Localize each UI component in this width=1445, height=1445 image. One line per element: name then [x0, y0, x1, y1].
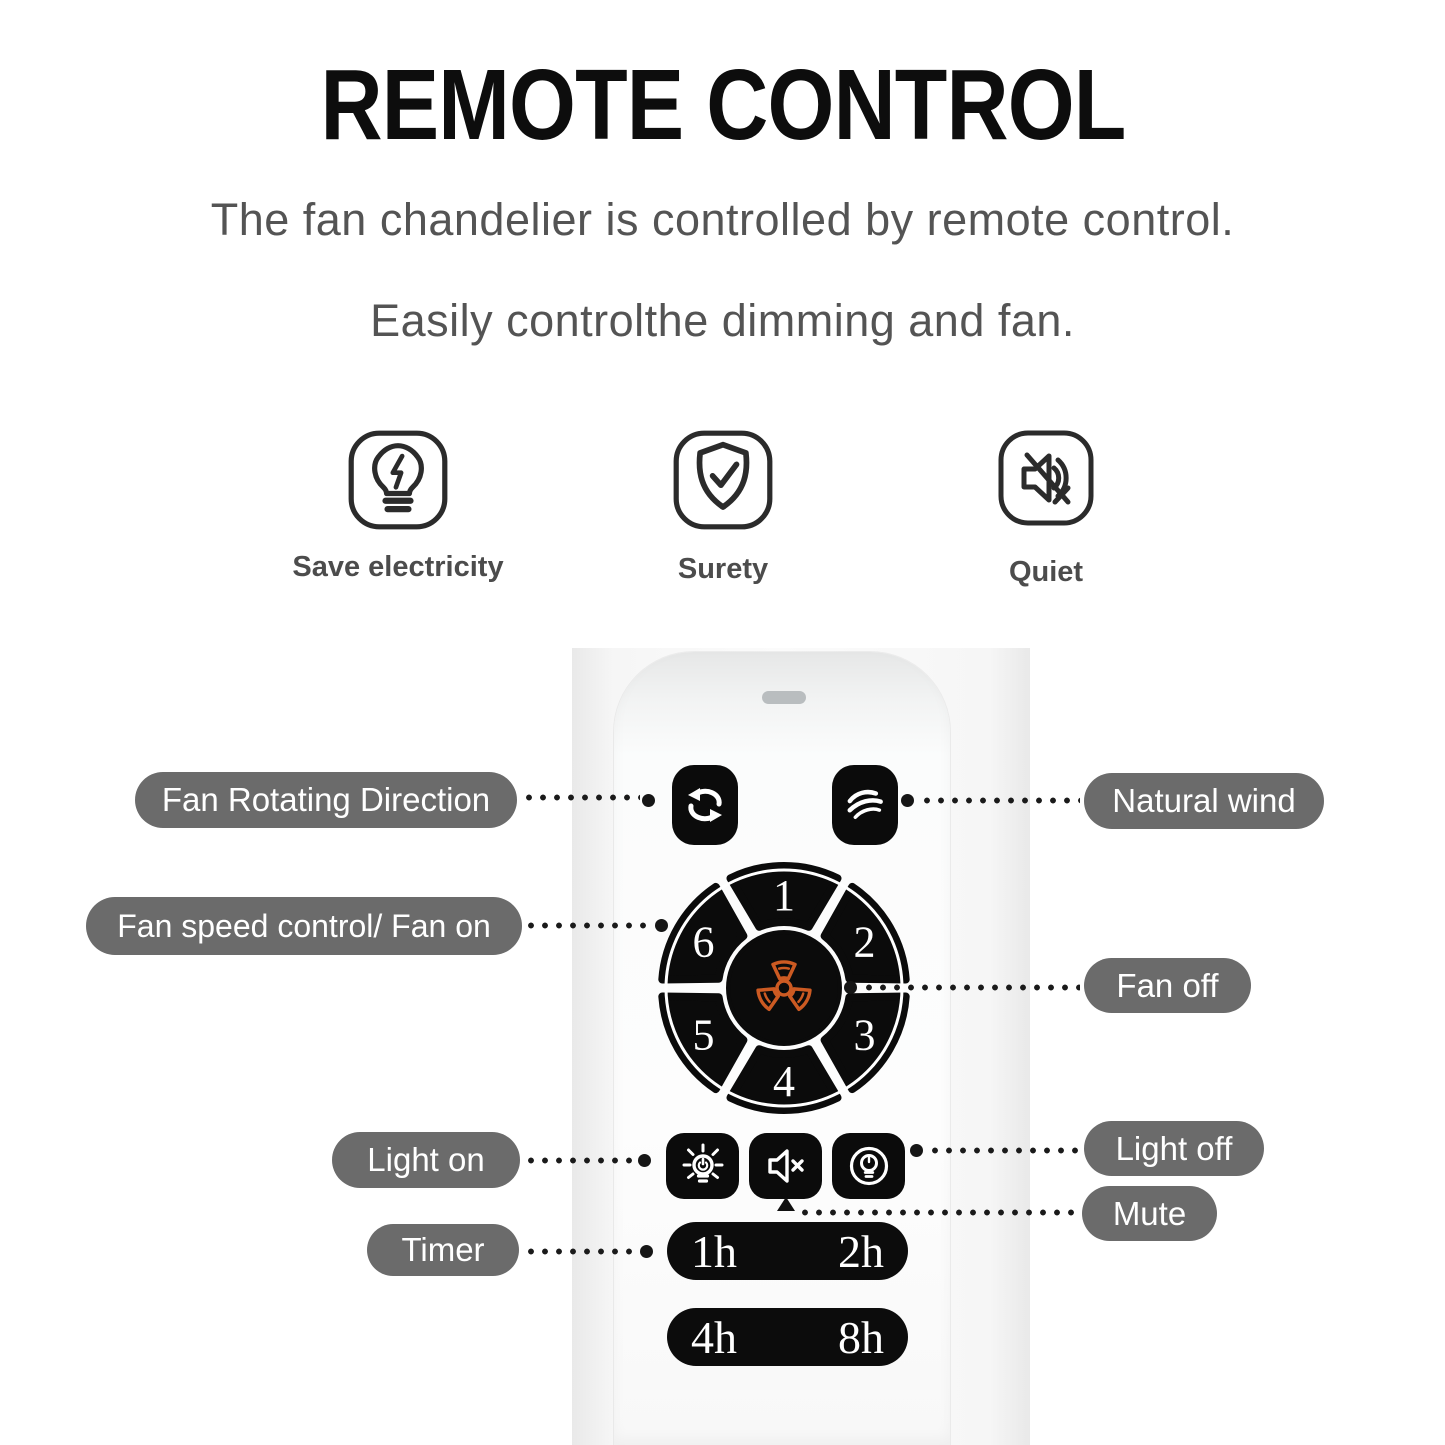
svg-text:3: 3 — [853, 1010, 876, 1060]
natural-wind-button[interactable] — [832, 765, 898, 845]
speaker-muted-icon — [996, 428, 1096, 528]
bulb-circle-icon — [843, 1140, 895, 1192]
speaker-x-icon — [760, 1140, 812, 1192]
subtitle-line-1: The fan chandelier is controlled by remote control. — [210, 194, 1235, 245]
light-off-button[interactable] — [832, 1133, 905, 1199]
leader-fan-off-dot — [844, 981, 857, 994]
leader-fan-speed — [524, 922, 652, 929]
fan-rotating-direction-button[interactable] — [672, 765, 738, 845]
svg-text:5: 5 — [692, 1010, 715, 1060]
rotate-arrows-icon — [683, 783, 727, 827]
timer-row-1 — [667, 1222, 908, 1280]
leader-fan-rotating-dot — [642, 794, 655, 807]
fan-off-button[interactable] — [728, 932, 840, 1044]
callout-mute: Mute — [1082, 1186, 1217, 1241]
timer-8h-button[interactable]: 8h — [838, 1311, 884, 1363]
wind-waves-icon — [842, 782, 888, 828]
leader-natural-wind — [920, 797, 1080, 804]
mute-button[interactable] — [749, 1133, 822, 1199]
remote-control-body — [614, 652, 950, 1445]
callout-fan-off: Fan off — [1084, 958, 1251, 1013]
svg-text:1: 1 — [773, 871, 795, 920]
svg-text:6: 6 — [692, 917, 715, 967]
leader-timer-dot — [640, 1245, 653, 1258]
leader-light-on-dot — [638, 1154, 651, 1167]
bulb-rays-icon — [677, 1140, 729, 1192]
leader-fan-rotating — [522, 794, 640, 801]
led-indicator — [762, 691, 806, 704]
mute-pointer-triangle — [777, 1197, 795, 1211]
leader-mute — [798, 1209, 1078, 1216]
timer-4h-button[interactable]: 4h — [691, 1311, 737, 1363]
feature-label-quiet: Quiet — [1008, 556, 1084, 588]
leader-light-off — [928, 1147, 1080, 1154]
subtitle-line-2: Easily controlthe dimming and fan. — [370, 295, 1075, 346]
page-title: REMOTE CONTROL — [320, 49, 1125, 161]
bulb-lightning-icon — [346, 428, 450, 532]
callout-fan-rotating-direction: Fan Rotating Direction — [135, 772, 517, 828]
leader-light-on — [524, 1157, 636, 1164]
timer-2h-button[interactable]: 2h — [838, 1225, 884, 1277]
callout-light-off: Light off — [1084, 1121, 1264, 1176]
svg-text:2: 2 — [853, 917, 876, 967]
feature-label-save-electricity: Save electricity — [292, 551, 504, 583]
leader-natural-wind-dot — [901, 794, 914, 807]
callout-fan-speed: Fan speed control/ Fan on — [86, 897, 522, 955]
leader-fan-off — [862, 984, 1080, 991]
timer-row-2 — [667, 1308, 908, 1366]
callout-timer: Timer — [367, 1224, 519, 1276]
light-on-button[interactable] — [666, 1133, 739, 1199]
leader-timer — [524, 1248, 636, 1255]
shield-check-icon — [671, 428, 775, 532]
feature-label-surety: Surety — [677, 553, 769, 585]
timer-1h-button[interactable]: 1h — [691, 1225, 737, 1277]
callout-light-on: Light on — [332, 1132, 520, 1188]
leader-light-off-dot — [910, 1144, 923, 1157]
svg-text:4: 4 — [773, 1057, 795, 1106]
callout-natural-wind: Natural wind — [1084, 773, 1324, 829]
leader-fan-speed-dot — [655, 919, 668, 932]
